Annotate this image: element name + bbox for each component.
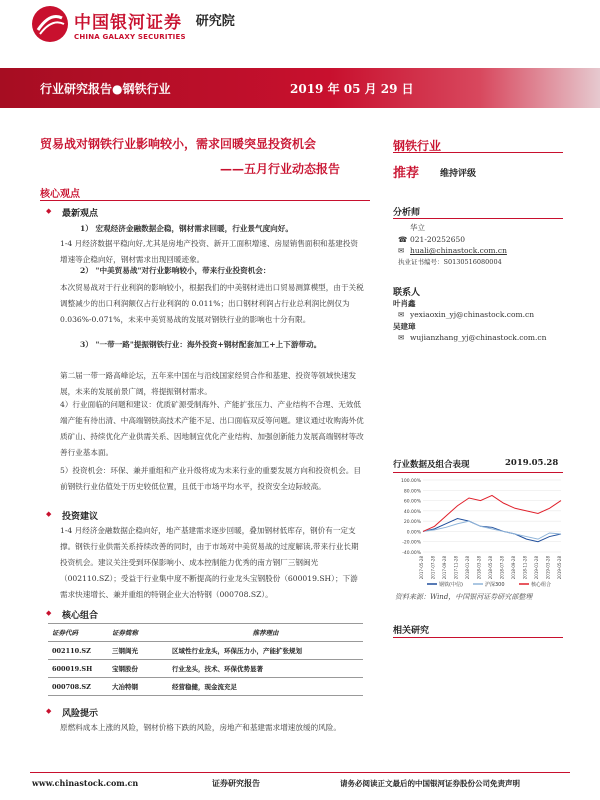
y-tick-label: 80.00% bbox=[403, 489, 421, 495]
company-name-cn: 中国银河证券 bbox=[74, 12, 182, 33]
divider bbox=[393, 218, 563, 219]
col-header-code: 证券代码 bbox=[48, 624, 108, 642]
report-subtitle: ——五月行业动态报告 bbox=[220, 162, 341, 176]
x-tick-label: 2017-05-28 bbox=[419, 556, 424, 580]
legend-label: 沪深300 bbox=[485, 582, 505, 588]
point-3-body: 第二届一带一路高峰论坛，五年来中国在与沿线国家经贸合作和基建、投资等领域快速发展，未来的发展前景广阔，将提振钢材需求。 bbox=[60, 371, 357, 396]
legend-label: 核心组合 bbox=[531, 582, 552, 588]
divider bbox=[393, 472, 563, 473]
portfolio-heading: 核心组合 bbox=[62, 611, 99, 621]
col-header-reason: 推荐理由 bbox=[168, 624, 363, 642]
x-tick-label: 2018-01-28 bbox=[465, 556, 470, 580]
bullet-icon: ◆ bbox=[46, 609, 52, 617]
footer-site[interactable]: www.chinastock.com.cn bbox=[32, 778, 139, 788]
email-icon: ✉ bbox=[398, 246, 405, 255]
analyst-cert: 执业证书编号：S0130516080004 bbox=[398, 258, 502, 266]
report-date: 2019 年 05 月 29 日 bbox=[290, 82, 414, 96]
core-heading: 核心观点 bbox=[40, 189, 80, 200]
risk-body: 原燃料成本上涨的风险，钢材价格下跌的风险，房地产和基建需求增速放缓的风险。 bbox=[60, 723, 341, 732]
industry-label: 钢铁行业 bbox=[393, 139, 442, 153]
chart-title: 行业数据及组合表现 bbox=[393, 460, 470, 470]
y-tick-label: -40.00% bbox=[402, 551, 421, 556]
portfolio-table-wrap bbox=[48, 623, 363, 696]
x-tick-label: 2018-11-28 bbox=[522, 556, 528, 580]
table-row bbox=[48, 660, 363, 678]
table-row bbox=[48, 678, 363, 696]
invest-body: 1-4 月经济金融数据企稳向好，地产基建需求逐步回暖，叠加钢材低库存，钢价有一定支撑。钢铁行业供需关系持续改善的同时，由于市场对中美贸易战的过度解读,带来行业长期投资机会。建议关注受到环保影响小、成本控制能力优秀的南方钢厂三钢闽光（002110.SZ）；受益于行业集中度不断提高的行业龙头宝钢股份（600019.SH）；下游需求快速增长、兼并重组的特钢企业大冶特钢（000708.SZ）。 bbox=[60, 526, 359, 599]
x-tick-label: 2018-09-28 bbox=[511, 556, 516, 580]
contact-1-name: 叶肖鑫 bbox=[393, 299, 416, 308]
footer-disclaimer: 请务必阅读正文最后的中国银河证券股份公司免责声明 bbox=[340, 779, 520, 788]
bullet-icon: ◆ bbox=[46, 207, 52, 215]
footer-divider bbox=[30, 772, 570, 773]
cell-code: 000708.SZ bbox=[48, 678, 108, 696]
rating-label: 维持评级 bbox=[440, 169, 477, 179]
chart-source: 资料来源：Wind，中国银河证券研究部整理 bbox=[395, 593, 533, 601]
invest-heading: 投资建议 bbox=[62, 512, 99, 522]
x-tick-label: 2018-07-28 bbox=[499, 556, 505, 580]
email-icon: ✉ bbox=[398, 333, 405, 342]
x-tick-label: 2019-05-28 bbox=[557, 556, 562, 580]
point-5-body: 5）投资机会：环保、兼并重组和产业升级将成为未来行业的重要发展方向和投资机会。目前钢铁行业估值处于历史较低位置，且低于市场平均水平，投资安全边际较高。 bbox=[60, 466, 361, 491]
cell-reason: 经营稳健，现金流充足 bbox=[168, 678, 363, 696]
y-tick-label: 20.00% bbox=[403, 520, 421, 526]
legend-label: 钢铁(中信) bbox=[439, 582, 463, 588]
series-line bbox=[423, 495, 561, 531]
bullet-icon: ◆ bbox=[46, 510, 52, 518]
analyst-email[interactable]: huali@chinastock.com.cn bbox=[410, 246, 507, 255]
bullet-icon: ◆ bbox=[46, 707, 52, 715]
point-1-title: 1） 宏观经济金融数据企稳，钢材需求回暖，行业景气度向好。 bbox=[80, 224, 293, 233]
analyst-name: 华立 bbox=[410, 223, 425, 232]
series-line bbox=[423, 521, 561, 539]
report-category: 行业研究报告●钢铁行业 bbox=[40, 82, 171, 96]
cell-name: 大冶特钢 bbox=[108, 678, 168, 696]
institute-label: 研究院 bbox=[195, 13, 235, 29]
x-tick-label: 2018-05-28 bbox=[488, 556, 493, 580]
y-tick-label: 40.00% bbox=[403, 509, 421, 515]
performance-chart bbox=[393, 476, 565, 588]
x-tick-label: 2018-03-28 bbox=[476, 556, 482, 580]
cell-name: 宝钢股份 bbox=[108, 660, 168, 678]
galaxy-logo-icon bbox=[30, 4, 70, 44]
divider bbox=[393, 637, 563, 638]
latest-heading: 最新观点 bbox=[62, 209, 99, 219]
cell-code: 600019.SH bbox=[48, 660, 108, 678]
point-3-title: 3） "一带一路"提振钢铁行业：海外投资+钢材配套加工+上下游带动。 bbox=[80, 340, 322, 349]
analyst-heading: 分析师 bbox=[393, 208, 421, 218]
brand-header bbox=[30, 4, 235, 44]
email-icon: ✉ bbox=[398, 310, 405, 319]
recommend-label: 推荐 bbox=[393, 166, 420, 181]
chart-date: 2019.05.28 bbox=[505, 458, 559, 468]
x-tick-label: 2017-11-28 bbox=[453, 556, 459, 580]
analyst-phone[interactable]: 021-20252650 bbox=[410, 235, 466, 244]
contact-heading: 联系人 bbox=[393, 288, 421, 298]
contact-1-email[interactable]: yexiaoxin_yj@chinastock.com.cn bbox=[410, 310, 535, 319]
phone-icon: ☎ bbox=[398, 235, 408, 244]
company-name-en: CHINA GALAXY SECURITIES bbox=[74, 32, 186, 41]
x-tick-label: 2017-09-28 bbox=[442, 556, 447, 580]
related-heading: 相关研究 bbox=[393, 626, 430, 636]
cell-reason: 行业龙头，技术、环保优势显著 bbox=[168, 660, 363, 678]
y-tick-label: 100.00% bbox=[400, 479, 421, 484]
footer-center: 证券研究报告 bbox=[212, 778, 260, 788]
report-title: 贸易战对钢铁行业影响较小，需求回暖突显投资机会 bbox=[40, 137, 317, 151]
divider bbox=[393, 152, 563, 153]
y-tick-label: 60.00% bbox=[403, 499, 421, 505]
x-tick-label: 2017-07-28 bbox=[430, 556, 436, 580]
risk-heading: 风险提示 bbox=[62, 709, 99, 719]
point-4-body: 4）行业面临的问题和建议：优质矿源受制海外、产能扩张压力、产业结构不合理、无效低端产能有待出清、中高端钢铁高技术产能不足、出口面临双反等问题。建议通过收购海外优质矿山、持续优化产业供需关系、因地制宜优化产业结构、加强创新能力发展高端钢材等改善行业基本面。 bbox=[60, 400, 364, 457]
point-1-body: 1-4 月经济数据平稳向好,尤其是房地产投资、新开工面积增速、房屋销售面积和基建投资增速等企稳向好，钢材需求出现回暖迹象。 bbox=[60, 239, 359, 264]
portfolio-table bbox=[48, 623, 363, 696]
x-tick-label: 2019-01-28 bbox=[534, 556, 539, 580]
contact-2-name: 吴建璋 bbox=[393, 322, 416, 331]
divider bbox=[40, 200, 370, 201]
point-2-title: 2） "中美贸易战"对行业影响较小，带来行业投资机会： bbox=[80, 266, 271, 275]
y-tick-label: 0.00% bbox=[406, 530, 421, 536]
y-tick-label: -20.00% bbox=[402, 540, 421, 546]
table-row bbox=[48, 642, 363, 660]
cell-name: 三钢闽光 bbox=[108, 642, 168, 660]
x-tick-label: 2019-03-28 bbox=[545, 556, 551, 580]
contact-2-email[interactable]: wujianzhang_yj@chinastock.com.cn bbox=[410, 333, 547, 342]
col-header-name: 证券简称 bbox=[108, 624, 168, 642]
point-2-body: 本次贸易战对于行业利润的影响较小，根据我们的中美钢材进出口贸易测算模型，由于关税调整减少的出口利润额仅占行业利润的 0.011%；出口钢材利润占行业总利润比例仅为 0.036%-0.071%，未来中美贸易战的发展对钢铁行业的影响也十分有限。 bbox=[60, 283, 364, 324]
cell-reason: 区域性行业龙头，环保压力小，产能扩张规划 bbox=[168, 642, 363, 660]
cell-code: 002110.SZ bbox=[48, 642, 108, 660]
